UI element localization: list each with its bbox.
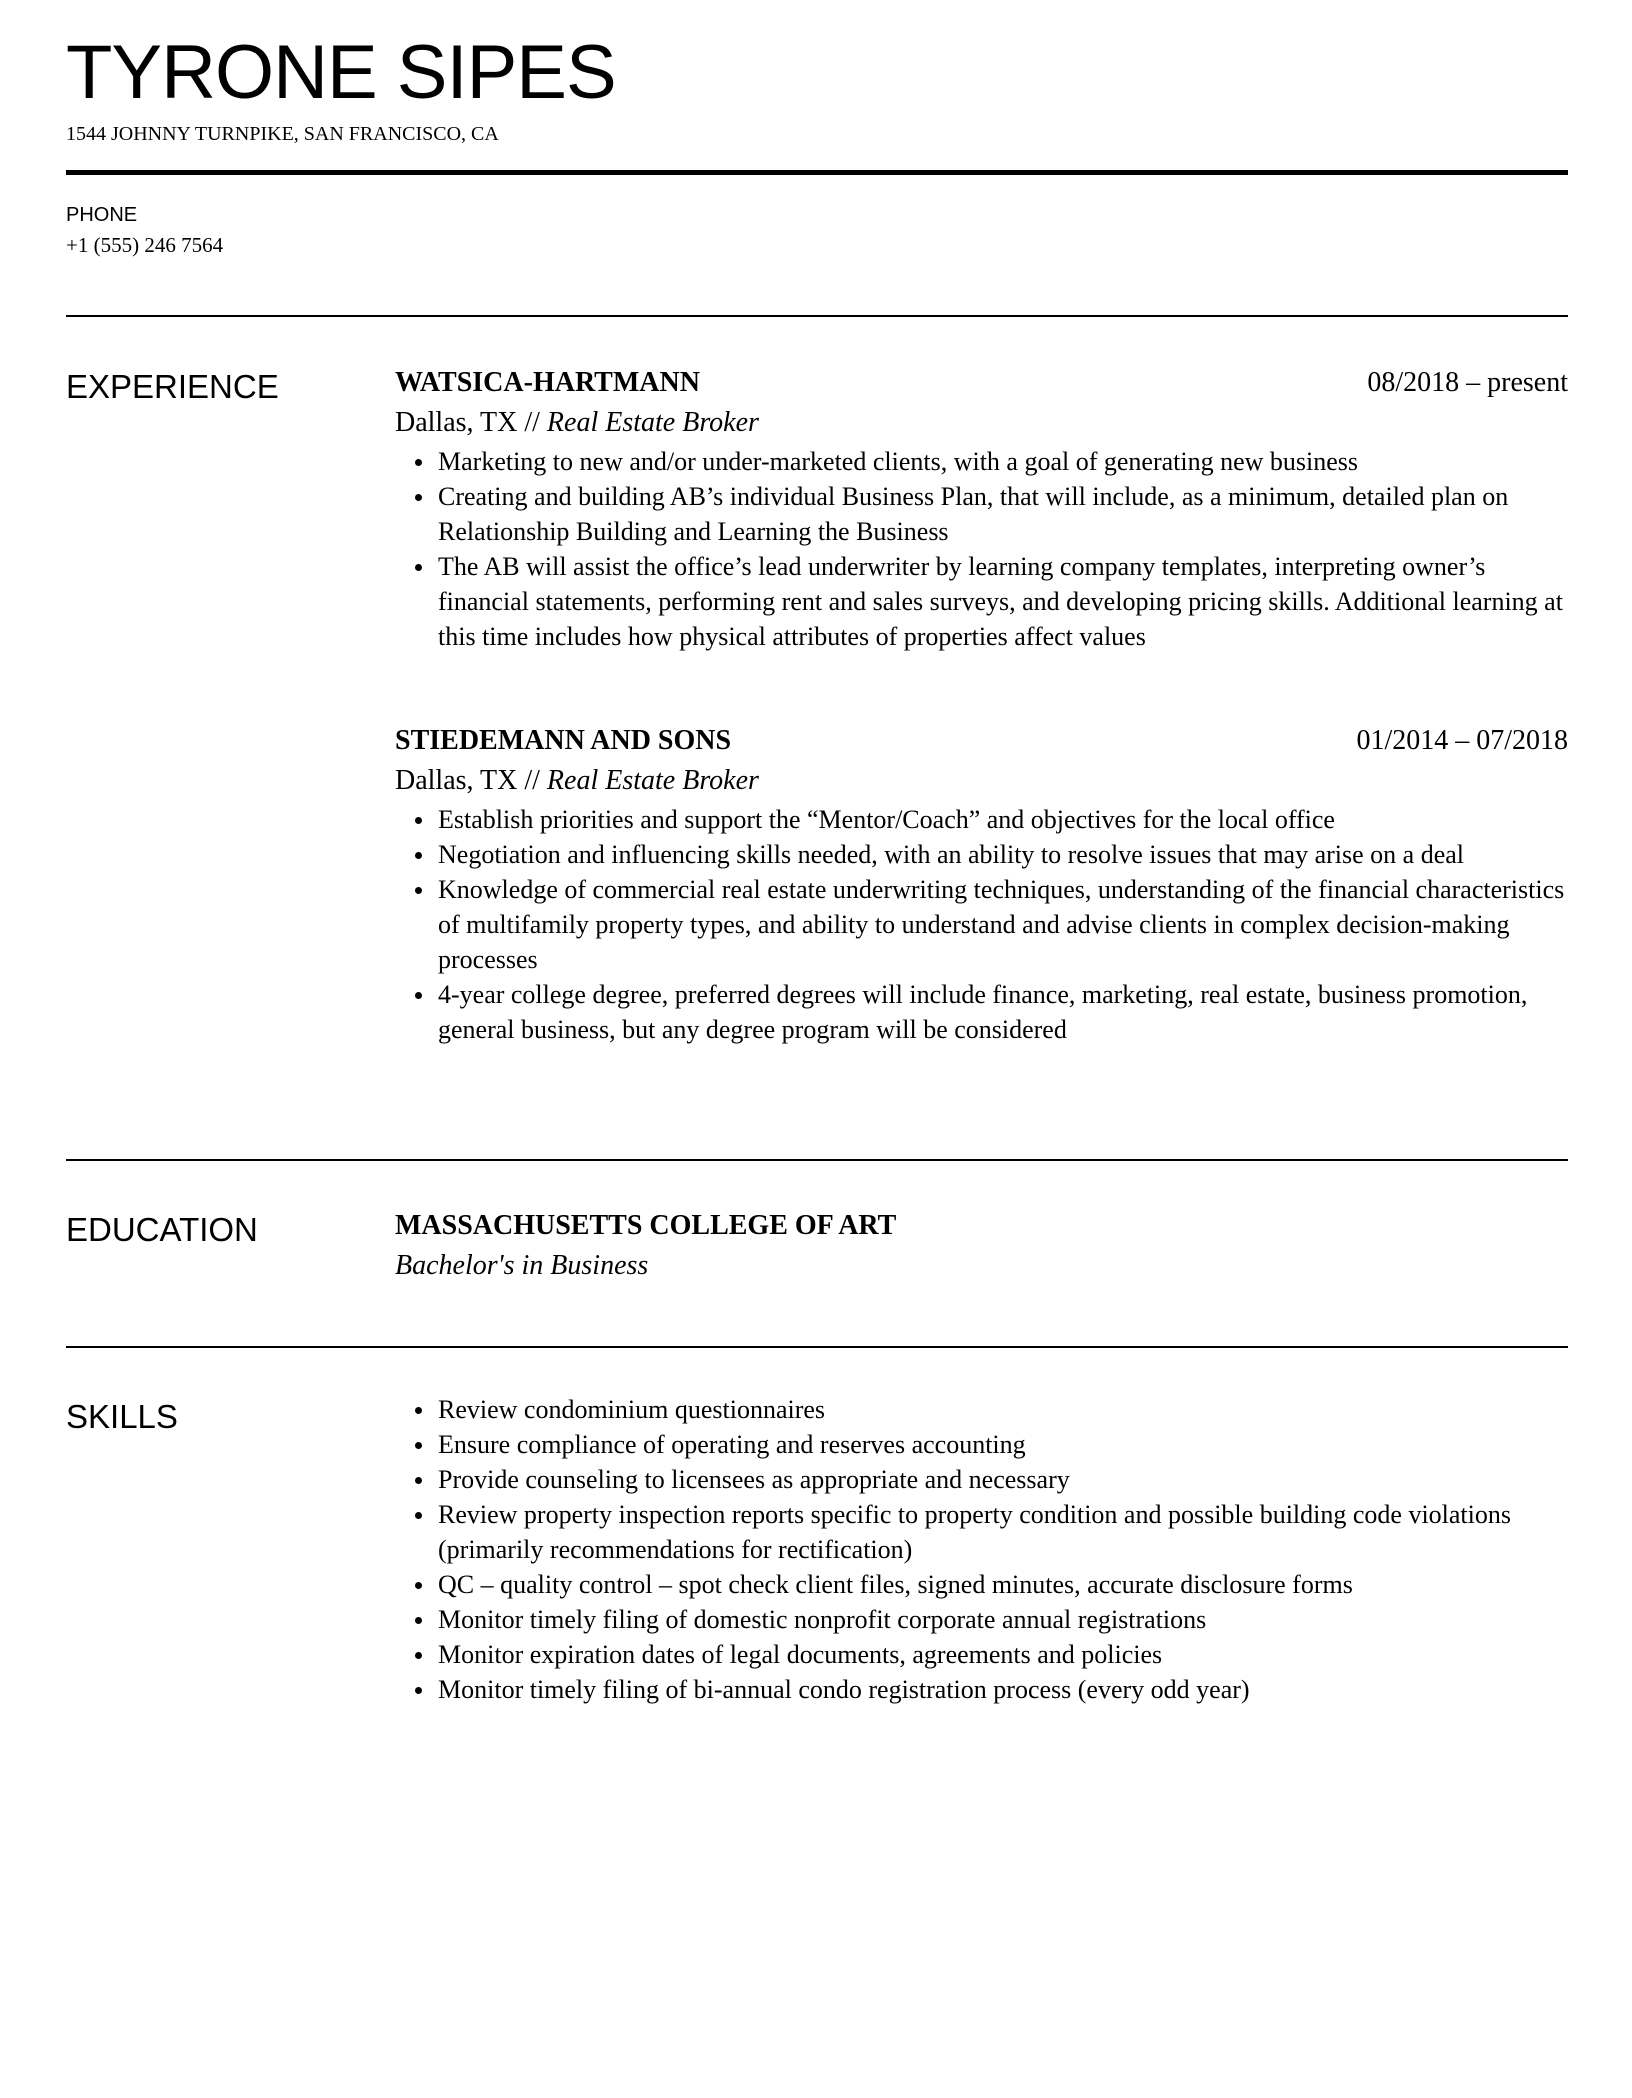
education-entry	[395, 1206, 1568, 1286]
skill-item: Ensure compliance of operating and reserves accounting	[395, 1427, 1568, 1462]
job-location: Dallas, TX	[395, 407, 518, 438]
skills-list	[395, 1392, 1568, 1707]
job-subline	[395, 761, 1568, 801]
skill-item: Monitor timely filing of domestic nonprofit corporate annual registrations	[395, 1602, 1568, 1637]
job-bullets	[395, 802, 1568, 1047]
job-location: Dallas, TX	[395, 765, 518, 796]
skill-item: Monitor expiration dates of legal documents, agreements and policies	[395, 1637, 1568, 1672]
employment-dates: 08/2018 – present	[1367, 367, 1568, 398]
employment-dates: 01/2014 – 07/2018	[1356, 725, 1568, 756]
skill-item: Review condominium questionnaires	[395, 1392, 1568, 1427]
education-section-title: EDUCATION	[66, 1211, 258, 1248]
header-divider	[66, 170, 1568, 175]
contact-divider	[66, 315, 1568, 317]
job-subline	[395, 403, 1568, 443]
experience-divider	[66, 1159, 1568, 1161]
phone-label: PHONE	[66, 204, 138, 226]
job-bullet: Negotiation and influencing skills needed, with an ability to resolve issues that may arise on a deal	[395, 837, 1568, 872]
skill-item: QC – quality control – spot check client files, signed minutes, accurate disclosure forms	[395, 1567, 1568, 1602]
job-bullet: Marketing to new and/or under-marketed clients, with a goal of generating new business	[395, 444, 1568, 479]
experience-section-title: EXPERIENCE	[66, 368, 279, 405]
skills-section-title: SKILLS	[66, 1398, 178, 1435]
job-separator: //	[517, 407, 547, 438]
phone-value: +1 (555) 246 7564	[66, 233, 224, 257]
candidate-address: 1544 JOHNNY TURNPIKE, SAN FRANCISCO, CA	[66, 123, 499, 145]
company-name: STIEDEMANN AND SONS	[395, 725, 732, 756]
entry-header	[395, 363, 1568, 403]
school-name: MASSACHUSETTS COLLEGE OF ART	[395, 1210, 897, 1241]
entry-header	[395, 721, 1568, 761]
skill-item: Monitor timely filing of bi-annual condo registration process (every odd year)	[395, 1672, 1568, 1707]
entry-header	[395, 1206, 1568, 1246]
skill-item: Provide counseling to licensees as appropriate and necessary	[395, 1462, 1568, 1497]
skill-item: Review property inspection reports specific to property condition and possible building code violations (primarily recommendations for rectification)	[395, 1497, 1568, 1567]
company-name: WATSICA-HARTMANN	[395, 367, 700, 398]
job-role: Real Estate Broker	[546, 407, 759, 438]
job-role: Real Estate Broker	[546, 765, 759, 796]
job-bullets	[395, 444, 1568, 654]
job-bullet: Establish priorities and support the “Mentor/Coach” and objectives for the local office	[395, 802, 1568, 837]
education-divider	[66, 1346, 1568, 1348]
job-bullet: Knowledge of commercial real estate underwriting techniques, understanding of the financial characteristics of multifamily property types, and ability to understand and advise clients in complex decision-making processes	[395, 872, 1568, 977]
skills-entry	[395, 1392, 1568, 1707]
degree-name: Bachelor's in Business	[395, 1250, 649, 1281]
experience-entry	[395, 363, 1568, 654]
job-bullet: The AB will assist the office’s lead underwriter by learning company templates, interpreting owner’s financial statements, performing rent and sales surveys, and developing pricing skills. Additional learning at this time includes how physical attributes of properties affect values	[395, 549, 1568, 654]
job-bullet: Creating and building AB’s individual Business Plan, that will include, as a minimum, detailed plan on Relationship Building and Learning the Business	[395, 479, 1568, 549]
job-separator: //	[517, 765, 547, 796]
experience-entry	[395, 721, 1568, 1047]
candidate-name: TYRONE SIPES	[66, 30, 616, 115]
job-bullet: 4-year college degree, preferred degrees will include finance, marketing, real estate, business promotion, general business, but any degree program will be considered	[395, 977, 1568, 1047]
